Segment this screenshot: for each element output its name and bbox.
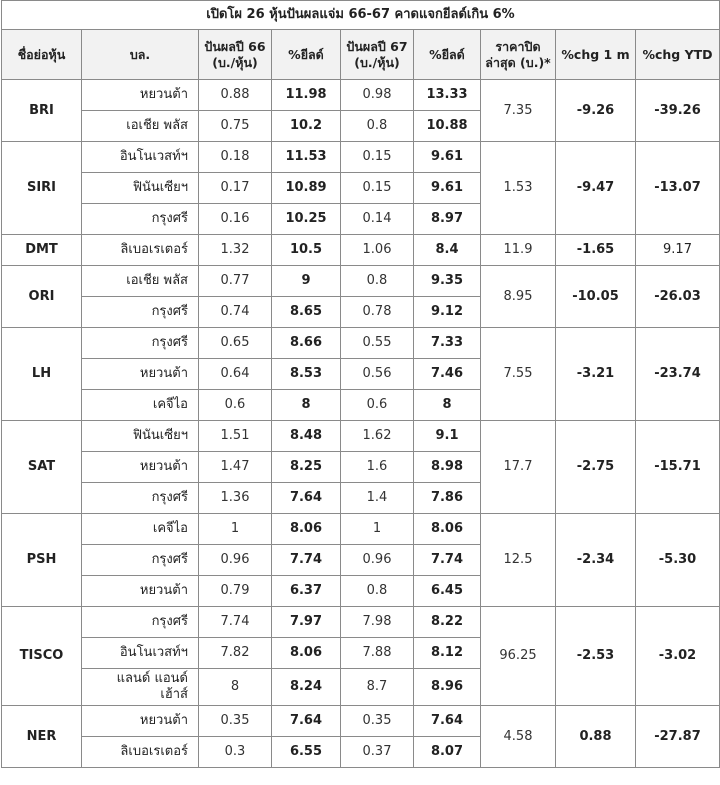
yield-67: 13.33: [414, 80, 481, 111]
yield-67: 8.06: [414, 514, 481, 545]
yield-67: 9.1: [414, 421, 481, 452]
chg-ytd: -39.26: [636, 80, 720, 142]
table-row: [2, 421, 720, 452]
chg-1m: -9.47: [556, 142, 636, 235]
dividend-67: 0.15: [341, 142, 414, 173]
table-row: [2, 514, 720, 545]
yield-66: 8.48: [272, 421, 341, 452]
dividend-66: 0.18: [199, 142, 272, 173]
dividend-67: 0.15: [341, 173, 414, 204]
table-title: เปิดโผ 26 หุ้นปันผลแจ่ม 66-67 คาดแจกยีลด์เกิน 6%: [2, 1, 720, 30]
dividend-66: 7.74: [199, 607, 272, 638]
yield-67: 9.12: [414, 297, 481, 328]
dividend-66: 0.65: [199, 328, 272, 359]
header-last-price: ราคาปิดล่าสุด (บ.)*: [481, 30, 556, 80]
chg-ytd: -3.02: [636, 607, 720, 706]
dividend-67: 0.98: [341, 80, 414, 111]
header-dividend-66: ปันผลปี 66 (บ./หุ้น): [199, 30, 272, 80]
dividend-yield-table: [1, 0, 720, 768]
yield-66: 8.06: [272, 638, 341, 669]
yield-66: 11.98: [272, 80, 341, 111]
broker-name: กรุงศรี: [82, 483, 199, 514]
yield-66: 7.64: [272, 706, 341, 737]
last-price: 12.5: [481, 514, 556, 607]
yield-67: 7.74: [414, 545, 481, 576]
header-broker: บล.: [82, 30, 199, 80]
dividend-66: 0.16: [199, 204, 272, 235]
header-chg-1m: %chg 1 m: [556, 30, 636, 80]
yield-67: 7.64: [414, 706, 481, 737]
last-price: 7.35: [481, 80, 556, 142]
broker-name: หยวนต้า: [82, 706, 199, 737]
dividend-67: 0.8: [341, 111, 414, 142]
dividend-67: 1.62: [341, 421, 414, 452]
dividend-66: 0.74: [199, 297, 272, 328]
stock-symbol: LH: [2, 328, 82, 421]
table-body: [2, 80, 720, 768]
dividend-67: 7.88: [341, 638, 414, 669]
chg-1m: -1.65: [556, 235, 636, 266]
yield-67: 7.46: [414, 359, 481, 390]
broker-name: กรุงศรี: [82, 607, 199, 638]
last-price: 96.25: [481, 607, 556, 706]
broker-name: หยวนต้า: [82, 576, 199, 607]
yield-66: 6.55: [272, 737, 341, 768]
broker-name: หยวนต้า: [82, 452, 199, 483]
chg-1m: -2.34: [556, 514, 636, 607]
dividend-67: 1.06: [341, 235, 414, 266]
yield-66: 8.53: [272, 359, 341, 390]
table-row: [2, 607, 720, 638]
chg-1m: -2.75: [556, 421, 636, 514]
yield-67: 9.35: [414, 266, 481, 297]
broker-name: กรุงศรี: [82, 204, 199, 235]
dividend-67: 0.8: [341, 576, 414, 607]
dividend-66: 1.47: [199, 452, 272, 483]
dividend-67: 1.6: [341, 452, 414, 483]
yield-67: 8.07: [414, 737, 481, 768]
yield-67: 8.12: [414, 638, 481, 669]
dividend-66: 0.6: [199, 390, 272, 421]
dividend-66: 1.36: [199, 483, 272, 514]
broker-name: กรุงศรี: [82, 297, 199, 328]
yield-66: 6.37: [272, 576, 341, 607]
dividend-66: 1: [199, 514, 272, 545]
chg-ytd: -15.71: [636, 421, 720, 514]
dividend-66: 0.75: [199, 111, 272, 142]
last-price: 1.53: [481, 142, 556, 235]
yield-67: 8.4: [414, 235, 481, 266]
broker-name: เคจีไอ: [82, 514, 199, 545]
chg-ytd: -26.03: [636, 266, 720, 328]
yield-67: 8.97: [414, 204, 481, 235]
yield-66: 8.66: [272, 328, 341, 359]
broker-name: ลิเบอเรเตอร์: [82, 737, 199, 768]
yield-67: 9.61: [414, 173, 481, 204]
dividend-67: 0.96: [341, 545, 414, 576]
yield-66: 9: [272, 266, 341, 297]
header-symbol: ชื่อย่อหุ้น: [2, 30, 82, 80]
broker-name: ฟินันเซียฯ: [82, 421, 199, 452]
broker-name: หยวนต้า: [82, 359, 199, 390]
yield-67: 8.96: [414, 669, 481, 706]
table-row: [2, 328, 720, 359]
last-price: 17.7: [481, 421, 556, 514]
dividend-66: 0.64: [199, 359, 272, 390]
stock-symbol: SAT: [2, 421, 82, 514]
last-price: 7.55: [481, 328, 556, 421]
broker-name: ฟินันเซียฯ: [82, 173, 199, 204]
yield-66: 8.06: [272, 514, 341, 545]
chg-ytd: -5.30: [636, 514, 720, 607]
yield-67: 9.61: [414, 142, 481, 173]
yield-66: 11.53: [272, 142, 341, 173]
broker-name: กรุงศรี: [82, 545, 199, 576]
broker-name: แลนด์ แอนด์ เฮ้าส์: [82, 669, 199, 706]
broker-name: อินโนเวสท์ฯ: [82, 142, 199, 173]
yield-66: 8.65: [272, 297, 341, 328]
chg-ytd: -27.87: [636, 706, 720, 768]
dividend-66: 0.96: [199, 545, 272, 576]
stock-symbol: NER: [2, 706, 82, 768]
chg-1m: -2.53: [556, 607, 636, 706]
broker-name: เอเชีย พลัส: [82, 111, 199, 142]
dividend-67: 0.55: [341, 328, 414, 359]
yield-66: 7.74: [272, 545, 341, 576]
yield-66: 8: [272, 390, 341, 421]
dividend-66: 7.82: [199, 638, 272, 669]
stock-symbol: SIRI: [2, 142, 82, 235]
yield-67: 6.45: [414, 576, 481, 607]
dividend-66: 0.17: [199, 173, 272, 204]
dividend-67: 1.4: [341, 483, 414, 514]
broker-name: อินโนเวสท์ฯ: [82, 638, 199, 669]
dividend-67: 7.98: [341, 607, 414, 638]
yield-67: 7.86: [414, 483, 481, 514]
dividend-67: 0.78: [341, 297, 414, 328]
yield-66: 10.5: [272, 235, 341, 266]
yield-66: 7.97: [272, 607, 341, 638]
dividend-66: 0.35: [199, 706, 272, 737]
chg-ytd: -13.07: [636, 142, 720, 235]
dividend-66: 1.51: [199, 421, 272, 452]
yield-66: 8.24: [272, 669, 341, 706]
yield-66: 10.25: [272, 204, 341, 235]
header-dividend-67: ปันผลปี 67 (บ./หุ้น): [341, 30, 414, 80]
broker-name: เอเชีย พลัส: [82, 266, 199, 297]
dividend-67: 0.35: [341, 706, 414, 737]
last-price: 8.95: [481, 266, 556, 328]
chg-1m: -10.05: [556, 266, 636, 328]
yield-67: 8: [414, 390, 481, 421]
dividend-66: 1.32: [199, 235, 272, 266]
dividend-67: 8.7: [341, 669, 414, 706]
yield-66: 7.64: [272, 483, 341, 514]
dividend-66: 0.77: [199, 266, 272, 297]
stock-symbol: ORI: [2, 266, 82, 328]
table-row: [2, 80, 720, 111]
stock-symbol: BRI: [2, 80, 82, 142]
broker-name: ลิเบอเรเตอร์: [82, 235, 199, 266]
table-row: [2, 142, 720, 173]
table-row: [2, 266, 720, 297]
dividend-67: 0.8: [341, 266, 414, 297]
chg-ytd: 9.17: [636, 235, 720, 266]
dividend-66: 0.79: [199, 576, 272, 607]
broker-name: หยวนต้า: [82, 80, 199, 111]
yield-67: 8.98: [414, 452, 481, 483]
dividend-66: 8: [199, 669, 272, 706]
dividend-67: 0.14: [341, 204, 414, 235]
dividend-66: 0.3: [199, 737, 272, 768]
table-row: [2, 235, 720, 266]
yield-66: 8.25: [272, 452, 341, 483]
dividend-67: 0.56: [341, 359, 414, 390]
yield-66: 10.89: [272, 173, 341, 204]
chg-1m: 0.88: [556, 706, 636, 768]
header-yield-67: %ยีลด์: [414, 30, 481, 80]
dividend-67: 0.37: [341, 737, 414, 768]
header-chg-ytd: %chg YTD: [636, 30, 720, 80]
last-price: 4.58: [481, 706, 556, 768]
yield-67: 8.22: [414, 607, 481, 638]
last-price: 11.9: [481, 235, 556, 266]
dividend-67: 0.6: [341, 390, 414, 421]
table-row: [2, 706, 720, 737]
chg-1m: -9.26: [556, 80, 636, 142]
yield-67: 10.88: [414, 111, 481, 142]
broker-name: กรุงศรี: [82, 328, 199, 359]
header-yield-66: %ยีลด์: [272, 30, 341, 80]
dividend-67: 1: [341, 514, 414, 545]
yield-66: 10.2: [272, 111, 341, 142]
stock-symbol: TISCO: [2, 607, 82, 706]
dividend-66: 0.88: [199, 80, 272, 111]
chg-ytd: -23.74: [636, 328, 720, 421]
stock-symbol: PSH: [2, 514, 82, 607]
stock-symbol: DMT: [2, 235, 82, 266]
broker-name: เคจีไอ: [82, 390, 199, 421]
yield-67: 7.33: [414, 328, 481, 359]
chg-1m: -3.21: [556, 328, 636, 421]
